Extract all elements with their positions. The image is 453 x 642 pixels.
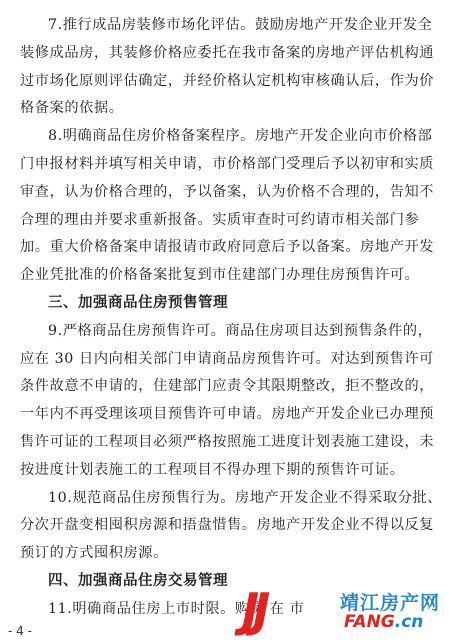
page-number: - 4 - [8, 624, 32, 638]
text-line: 10.规范商品住房预售行为。房地产开发企业不得采取分批、 [48, 489, 443, 506]
text-line: 格备案的依据。 [20, 100, 124, 117]
watermark-domain-suffix: .cn [394, 612, 424, 632]
text-line: 8.明确商品住房价格备案程序。房地产开发企业向市价格部 [48, 128, 433, 145]
watermark-logo: JJ [242, 583, 265, 637]
text-line: 过市场化原则评估确定，并经价格认定机构审核确认后，作为价 [20, 72, 435, 89]
site-watermark [240, 584, 452, 640]
watermark-domain [344, 612, 423, 632]
text-line: 门申报材料并填写相关申请，市价格部门受理后予以初审和实质 [20, 156, 435, 172]
text-line: 11.明确商品住房上市时限。购房 在 市 [48, 600, 305, 617]
text-line: 售许可证的工程项目必须严格按照施工进度计划表施工建设，未 [20, 434, 435, 450]
section-heading: 四、加强商品住房交易管理 [48, 573, 228, 589]
text-line: 按进度计划表施工的工程项目不得办理下期的预售许可证。 [20, 461, 405, 478]
watermark-domain-main: FANG [344, 612, 395, 632]
text-line: 加。重大价格备案申请报请市政府同意后予以备案。房地产开发 [20, 239, 435, 256]
text-line: 分次开盘变相囤积房源和捂盘惜售。房地产开发企业不得以反复 [20, 517, 435, 534]
text-line: 应在 30 日内向相关部门申请商品房预售许可。对达到预售许可 [20, 350, 434, 367]
text-line: 条件故意不申请的，住建部门应责令其限期整改，拒不整改的， [20, 378, 435, 395]
text-line: 9.严格商品住房预售许可。商品住房项目达到预售条件的， [48, 322, 433, 339]
watermark-site-name: 靖江房产网 [340, 592, 441, 614]
section-heading: 三、加强商品住房预售管理 [48, 295, 228, 311]
text-line: 企业凭批准的价格备案批复到市住建部门办理住房预售许可。 [20, 267, 420, 284]
text-line: 审查，认为价格合理的，予以备案，认为价格不合理的，告知不 [20, 183, 435, 200]
text-line: 7.推行成品房装修市场化评估。鼓励房地产开发企业开发全 [48, 17, 433, 33]
text-line: 合理的理由并要求重新报备。实质审查时可约请市相关部门参 [20, 211, 420, 228]
text-line: 预订的方式囤积房源。 [20, 545, 168, 562]
text-line: 装修成品房，其装修价格应委托在我市备案的房地产评估机构通 [20, 44, 435, 61]
text-line: 一年内不再受理该项目预售许可申请。房地产开发企业已办理预 [20, 406, 435, 423]
